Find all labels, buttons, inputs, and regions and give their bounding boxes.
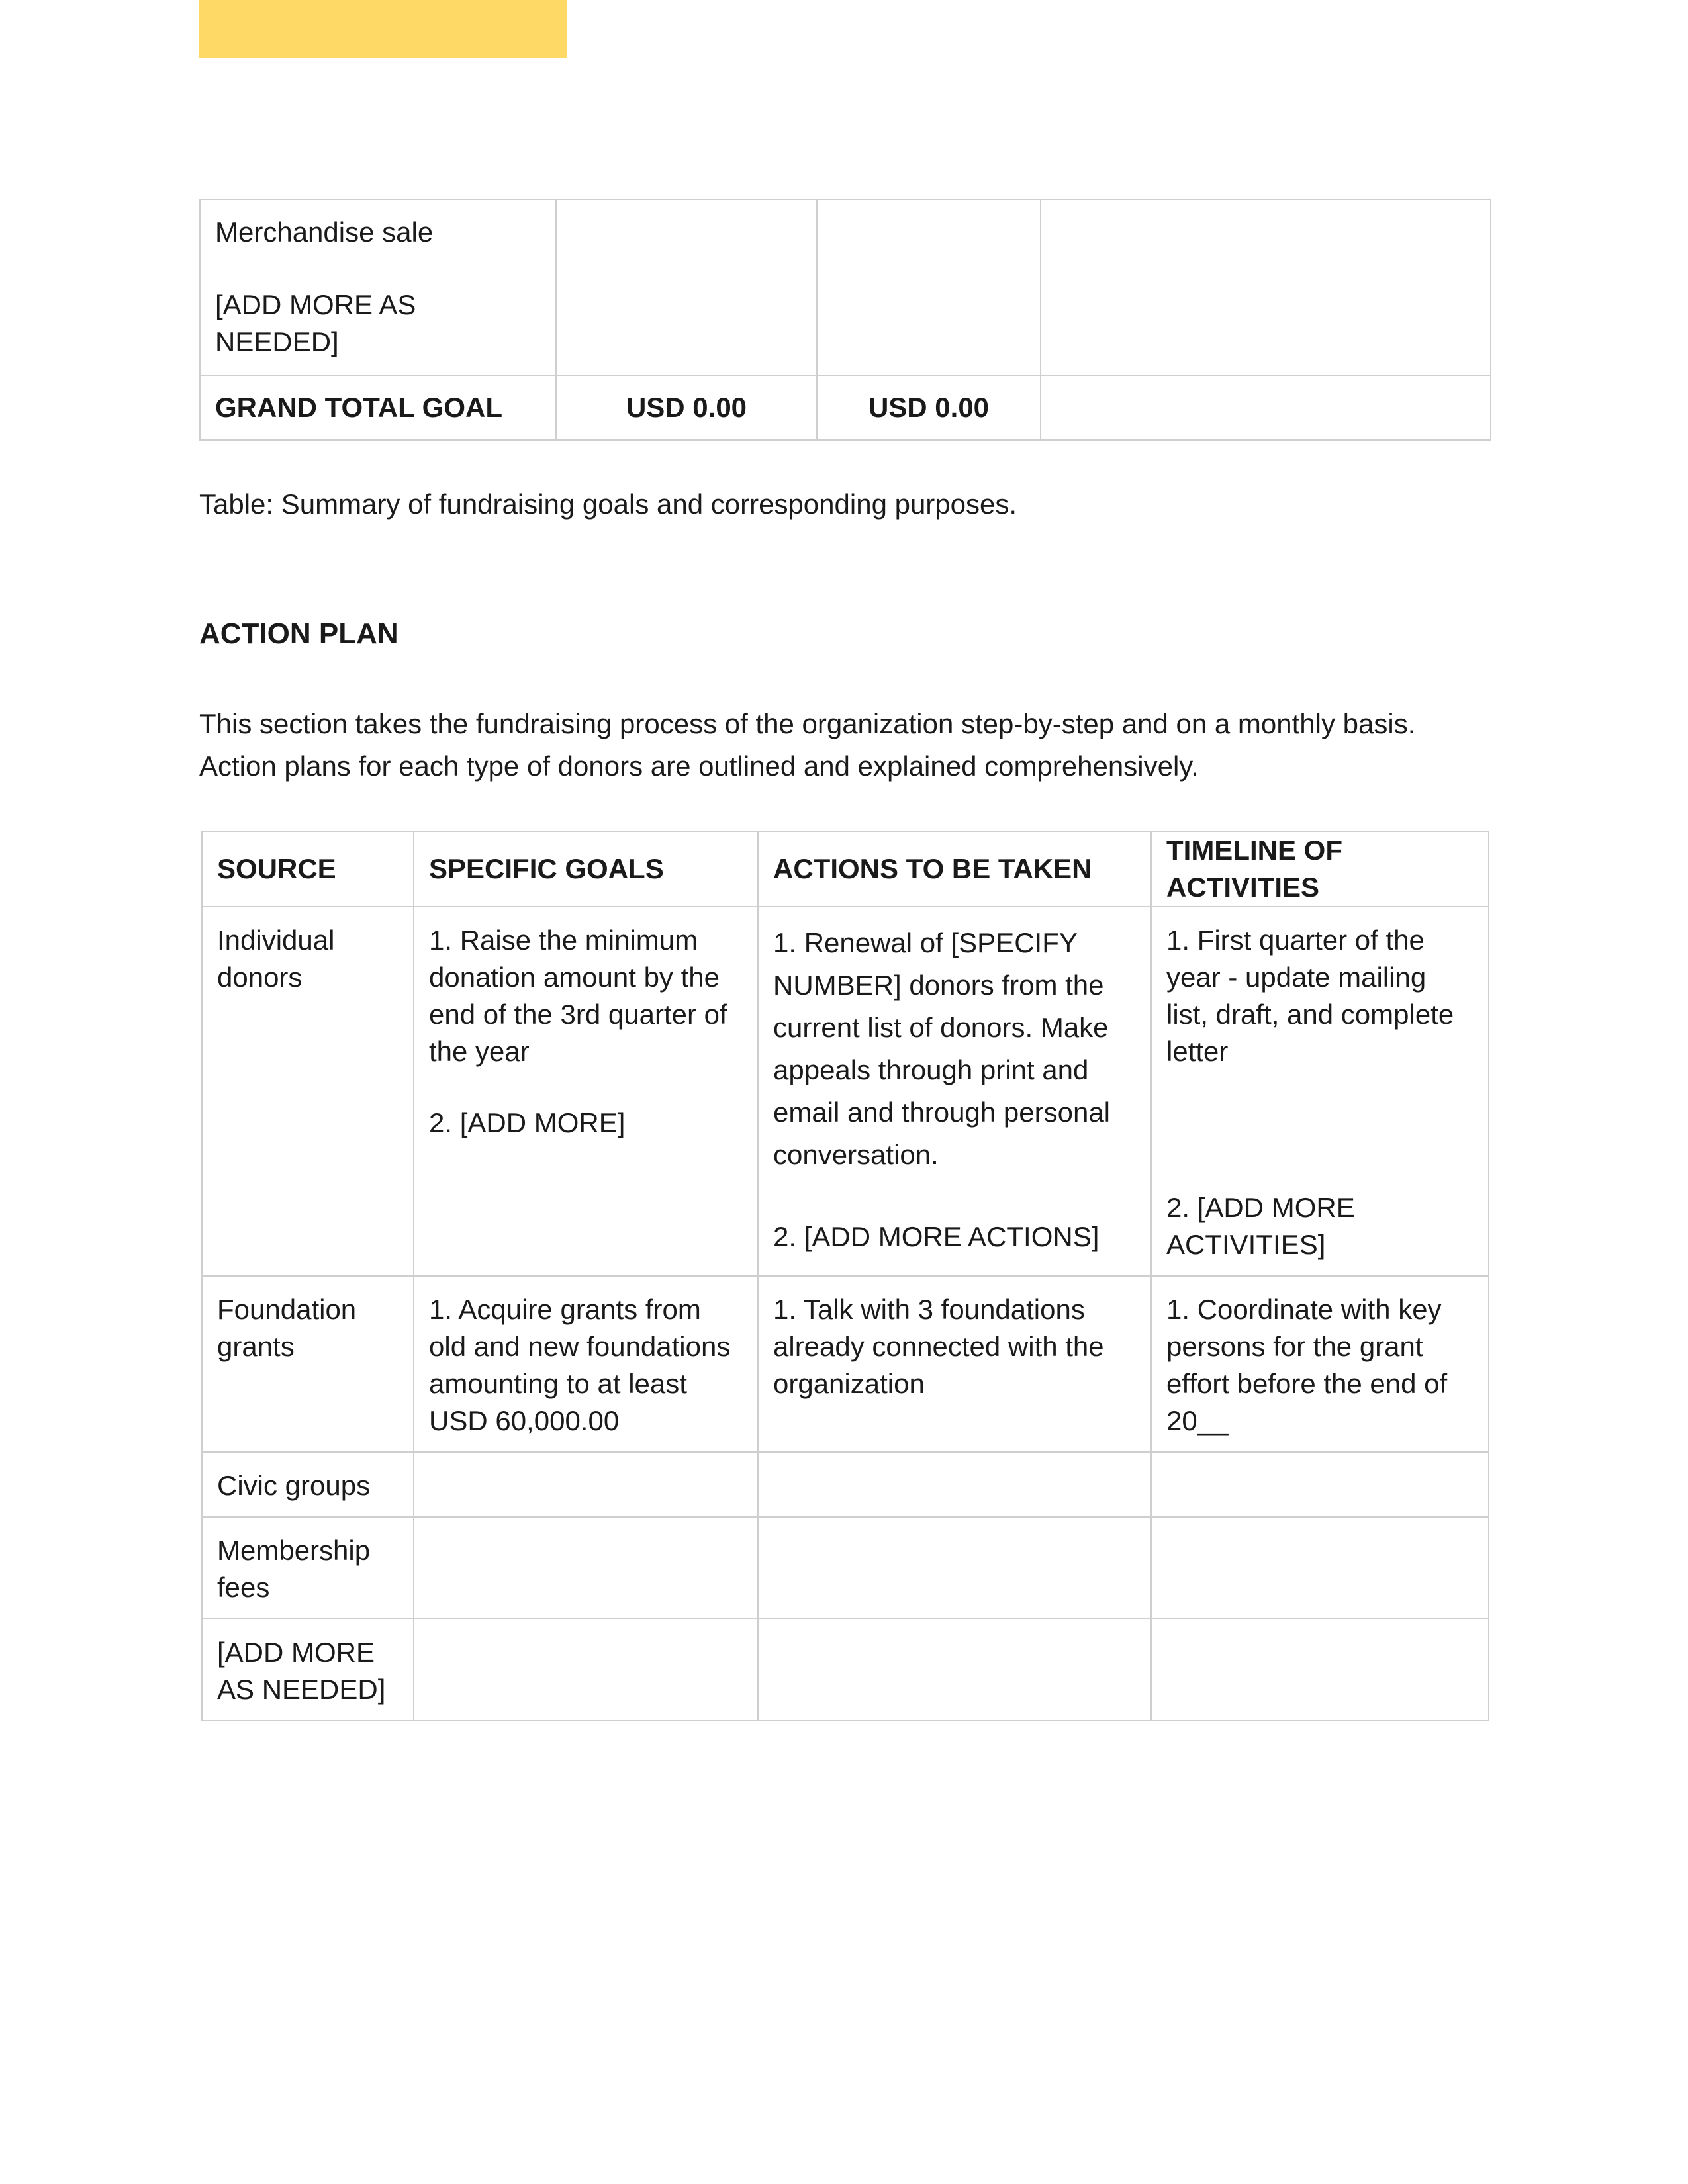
source-cell: Civic groups [202,1452,414,1517]
section-intro: This section takes the fundraising process of the organization step-by-step and on a monthly basis. Action plans for each type of donors are outlined and explained comprehensively. [199,708,1416,782]
actions-cell [758,1619,1151,1721]
action-plan-table [201,831,1489,1721]
grand-total-amount: USD 0.00 [817,375,1041,440]
source-cell: Foundation grants [202,1276,414,1452]
action-item: 1. Talk with 3 foundations already connected with the organization [773,1294,1104,1399]
source-cell: Membership fees [202,1517,414,1619]
table-row [202,1619,1489,1721]
table-row [200,199,1491,375]
table-row [202,1517,1489,1619]
grand-total-amount: USD 0.00 [556,375,817,440]
grand-total-row [200,375,1491,440]
section-heading: ACTION PLAN [199,617,399,650]
goal-cell [1041,199,1491,375]
goal-source-cell [200,199,556,375]
goal-cell [556,199,817,375]
actions-cell [758,907,1151,1276]
goal-source-line: [ADD MORE AS NEEDED] [215,289,416,357]
goal-item: 2. [ADD MORE] [429,1107,626,1138]
goal-item: 1. Raise the minimum donation amount by the end of the 3rd quarter of the year [429,925,727,1067]
goals-cell [414,1619,758,1721]
timeline-item: 1. First quarter of the year - update mailing list, draft, and complete letter [1166,925,1454,1067]
table-caption: Table: Summary of fundraising goals and corresponding purposes. [199,488,1017,520]
grand-total-label: GRAND TOTAL GOAL [200,375,556,440]
goals-cell [414,1452,758,1517]
column-header: TIMELINE OF ACTIVITIES [1151,831,1489,907]
timeline-cell [1151,1517,1489,1619]
timeline-item: 1. Coordinate with key persons for the grant effort before the end of 20__ [1166,1294,1448,1436]
table-row [202,1276,1489,1452]
actions-cell [758,1452,1151,1517]
timeline-cell [1151,1276,1489,1452]
column-header: SPECIFIC GOALS [414,831,758,907]
source-cell: Individual donors [202,907,414,1276]
table-row [202,1452,1489,1517]
goals-cell [414,1276,758,1452]
goal-cell [817,199,1041,375]
timeline-cell [1151,1619,1489,1721]
goals-cell [414,1517,758,1619]
actions-cell [758,1517,1151,1619]
timeline-cell [1151,907,1489,1276]
timeline-item: 2. [ADD MORE ACTIVITIES] [1166,1192,1355,1260]
timeline-cell [1151,1452,1489,1517]
action-item: 1. Renewal of [SPECIFY NUMBER] donors from the current list of donors. Make appeals through print and email and through personal conversation. [773,927,1111,1170]
goals-cell [414,907,758,1276]
source-cell: [ADD MORE AS NEEDED] [202,1619,414,1721]
goal-source-line: Merchandise sale [215,216,434,248]
fundraising-goals-table [199,199,1491,441]
grand-total-empty-cell [1041,375,1491,440]
column-header: SOURCE [202,831,414,907]
goal-item: 1. Acquire grants from old and new foundations amounting to at least USD 60,000.00 [429,1294,731,1436]
header-accent-bar [199,0,567,58]
table-row [202,907,1489,1276]
column-header: ACTIONS TO BE TAKEN [758,831,1151,907]
table-header-row [202,831,1489,907]
actions-cell [758,1276,1151,1452]
action-item: 2. [ADD MORE ACTIONS] [773,1221,1100,1252]
